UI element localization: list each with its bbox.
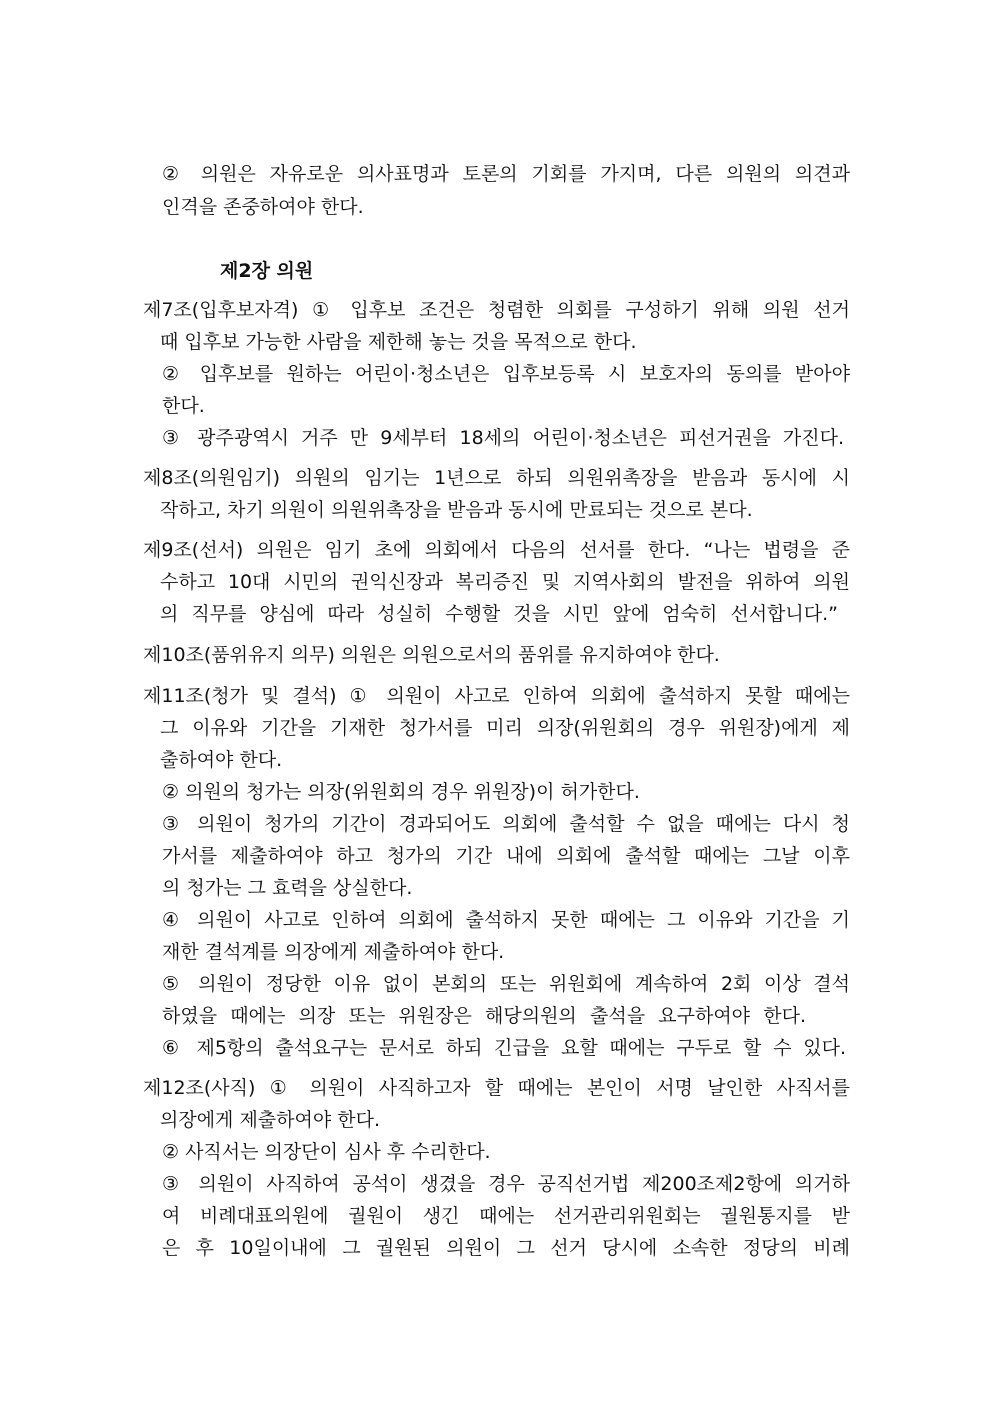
art11-item3-line3: 의 청가는 그 효력을 상실한다. bbox=[162, 877, 413, 899]
art11-item6: ⑥ 제5항의 출석요구는 문서로 하되 긴급을 요할 때에는 구두로 할 수 있다. bbox=[162, 1037, 846, 1059]
art12-item3-line3: 은 후 10일이내에 그 궐원된 의원이 그 선거 당시에 소속한 정당의 비례 bbox=[162, 1237, 850, 1259]
art7-line2: 때 입후보 가능한 사람을 제한해 놓는 것을 목적으로 한다. bbox=[160, 331, 637, 353]
art7-item2-line2: 한다. bbox=[162, 395, 205, 417]
art11-item4-line1: ④ 의원이 사고로 인하여 의회에 출석하지 못한 때에는 그 이유와 기간을 기 bbox=[162, 909, 850, 931]
art8-line1: 제8조(의원임기) 의원의 임기는 1년으로 하되 의원위촉장을 받음과 동시에 시 bbox=[143, 467, 850, 489]
art11-line1: 제11조(청가 및 결석) ① 의원이 사고로 인하여 의회에 출석하지 못할 때에는 bbox=[143, 685, 850, 707]
art11-item4-line2: 재한 결석계를 의장에게 제출하여야 한다. bbox=[162, 941, 505, 963]
art11-item3-line1: ③ 의원이 청가의 기간이 경과되어도 의회에 출석할 수 없을 때에는 다시 청 bbox=[162, 813, 850, 835]
art7-item3: ③ 광주광역시 거주 만 9세부터 18세의 어린이·청소년은 피선거권을 가진다. bbox=[162, 427, 844, 449]
art11-item5-line1: ⑤ 의원이 정당한 이유 없이 본회의 또는 위원회에 계속하여 2회 이상 결석 bbox=[162, 973, 850, 995]
art9-line2: 수하고 10대 시민의 권익신장과 복리증진 및 지역사회의 발전을 위하여 의원 bbox=[160, 571, 850, 593]
art6-item2-line1: ② 의원은 자유로운 의사표명과 토론의 기회를 가지며, 다른 의원의 의견과 bbox=[162, 163, 850, 185]
art12-item3-line2: 여 비례대표의원에 궐원이 생긴 때에는 선거관리위원회는 궐원통지를 받 bbox=[162, 1205, 850, 1227]
art9-line3: 의 직무를 양심에 따라 성실히 수행할 것을 시민 앞에 엄숙히 선서합니다.” bbox=[160, 603, 838, 625]
art7-item2-line1: ② 입후보를 원하는 어린이·청소년은 입후보등록 시 보호자의 동의를 받아야 bbox=[162, 363, 850, 385]
art6-item2-line2: 인격을 존중하여야 한다. bbox=[162, 196, 364, 218]
chapter-title: 제2장 의원 bbox=[220, 260, 314, 282]
art7-line1: 제7조(입후보자격) ① 입후보 조건은 청렴한 의회를 구성하기 위해 의원 선거 bbox=[143, 299, 850, 321]
art8-line2: 작하고, 차기 의원이 의원위촉장을 받음과 동시에 만료되는 것으로 본다. bbox=[160, 499, 753, 521]
art11-line2: 그 이유와 기간을 기재한 청가서를 미리 의장(위원회의 경우 위원장)에게 제 bbox=[160, 717, 850, 739]
art10-line1: 제10조(품위유지 의무) 의원은 의원으로서의 품위를 유지하여야 한다. bbox=[143, 644, 720, 666]
art12-line1: 제12조(사직) ① 의원이 사직하고자 할 때에는 본인이 서명 날인한 사직서를 bbox=[143, 1077, 850, 1099]
art9-line1: 제9조(선서) 의원은 임기 초에 의회에서 다음의 선서를 한다. “나는 법령을 준 bbox=[143, 539, 850, 561]
art12-line2: 의장에게 제출하여야 한다. bbox=[160, 1109, 381, 1131]
art11-item5-line2: 하였을 때에는 의장 또는 위원장은 해당의원의 출석을 요구하여야 한다. bbox=[162, 1005, 806, 1027]
art11-item3-line2: 가서를 제출하여야 하고 청가의 기간 내에 의회에 출석할 때에는 그날 이후 bbox=[162, 845, 850, 867]
art12-item2: ② 사직서는 의장단이 심사 후 수리한다. bbox=[162, 1141, 491, 1163]
art11-item2: ② 의원의 청가는 의장(위원회의 경우 위원장)이 허가한다. bbox=[162, 781, 640, 803]
art11-line3: 출하여야 한다. bbox=[160, 749, 283, 771]
art12-item3-line1: ③ 의원이 사직하여 공석이 생겼을 경우 공직선거법 제200조제2항에 의거하 bbox=[162, 1173, 850, 1195]
